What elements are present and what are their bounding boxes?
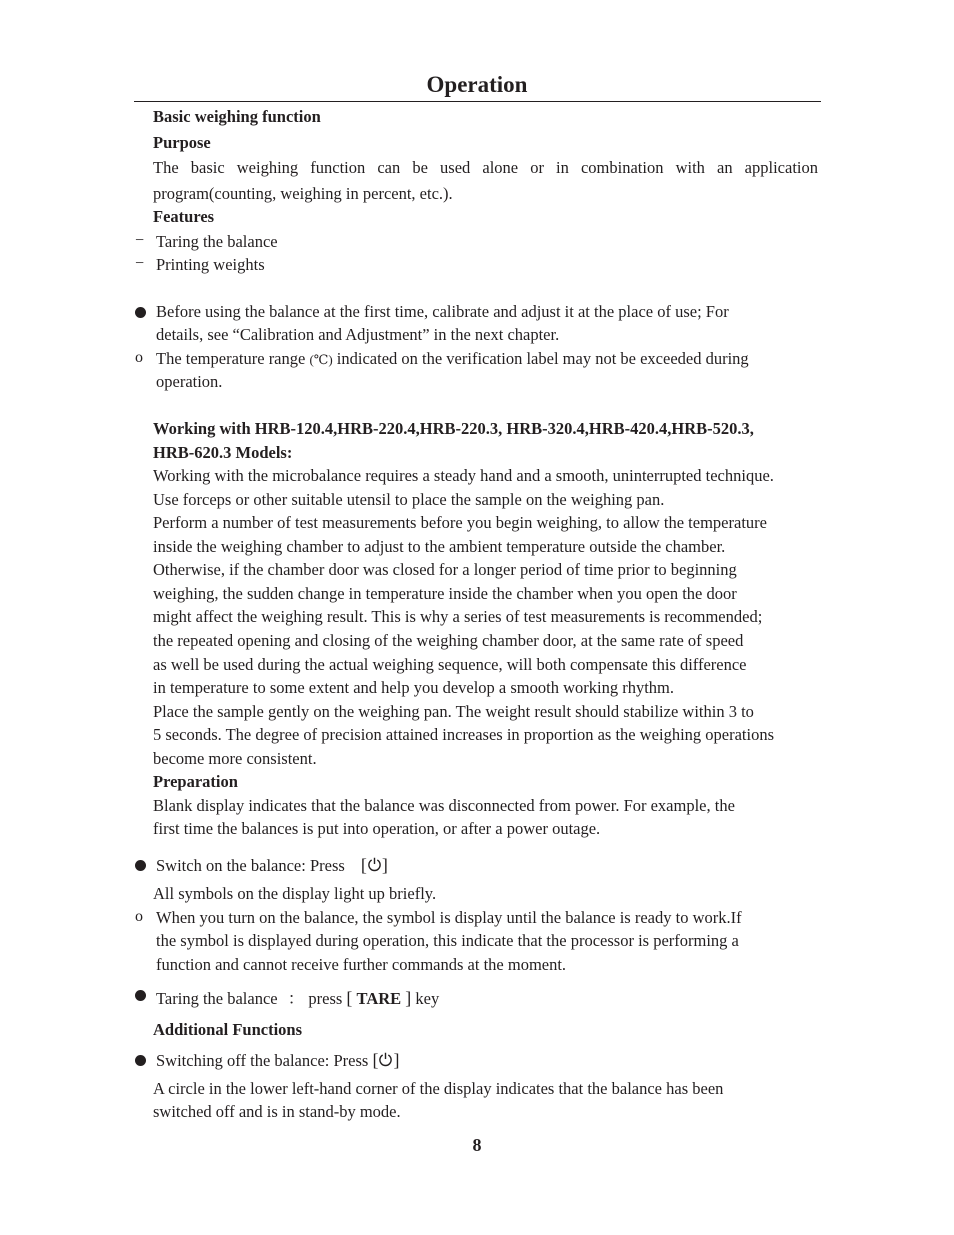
feature-dash: − <box>135 232 145 249</box>
note2-text-a: The temperature range <box>156 349 310 368</box>
working-line: Place the sample gently on the weighing pan. The weight result should stabilize within 3 to <box>153 702 754 721</box>
preparation-heading: Preparation <box>153 772 238 791</box>
working-line: in temperature to some extent and help you develop a smooth working rhythm. <box>153 678 675 697</box>
working-line: Perform a number of test measurements before you begin weighing, to allow the temperature <box>153 513 767 532</box>
bracket-open: [ <box>372 1050 379 1070</box>
taring-press: press <box>308 989 343 1008</box>
title-rule <box>134 101 821 102</box>
note1-line-2: details, see “Calibration and Adjustment” in the next chapter. <box>156 325 560 344</box>
taring-line <box>156 985 439 1009</box>
bullet-dot <box>135 307 146 318</box>
working-line: the repeated opening and closing of the weighing chamber door, at the same rate of speed <box>153 631 744 650</box>
taring-text: Taring the balance <box>156 989 278 1008</box>
symbol-line-2: the symbol is displayed during operation, this indicate that the processor is performing a <box>156 931 739 950</box>
note2-line-1 <box>156 349 749 369</box>
o-marker: o <box>135 349 143 366</box>
bracket-close: ] <box>381 855 388 875</box>
standby-line-1: A circle in the lower left-hand corner of the display indicates that the balance has been <box>153 1079 724 1098</box>
working-line: as well be used during the actual weighing sequence, will both compensate this difference <box>153 655 747 674</box>
bullet-dot <box>135 860 146 871</box>
preparation-line-2: first time the balances is put into operation, or after a power outage. <box>153 819 601 838</box>
basic-heading: Basic weighing function <box>153 107 321 126</box>
page-number: 8 <box>472 1135 482 1155</box>
symbols-line: All symbols on the display light up briefly. <box>153 884 437 903</box>
additional-heading: Additional Functions <box>153 1020 302 1039</box>
page-title: Operation <box>426 72 528 97</box>
bracket-close: ] <box>393 1050 400 1070</box>
feature-dash: − <box>135 255 145 272</box>
working-line: inside the weighing chamber to adjust to the ambient temperature outside the chamber. <box>153 537 726 556</box>
working-heading-1: Working with HRB-120.4,HRB-220.4,HRB-220.3, HRB-320.4,HRB-420.4,HRB-520.3, <box>153 419 754 438</box>
switch-on-line <box>156 855 388 876</box>
power-icon <box>367 857 382 872</box>
celsius-symbol: (℃) <box>309 352 333 367</box>
purpose-heading: Purpose <box>153 133 211 152</box>
working-line: Use forceps or other suitable utensil to place the sample on the weighing pan. <box>153 490 665 509</box>
symbol-line-3: function and cannot receive further commands at the moment. <box>156 955 567 974</box>
feature-item: Taring the balance <box>156 232 278 251</box>
symbol-line-1: When you turn on the balance, the symbol is display until the balance is ready to work.If <box>156 908 742 927</box>
power-icon <box>378 1052 393 1067</box>
note2-text-b: indicated on the verification label may not be exceeded during <box>332 349 749 368</box>
bracket-open: [ <box>346 988 353 1008</box>
features-heading: Features <box>153 207 215 226</box>
bracket-open: [ <box>360 855 367 875</box>
taring-key-word: key <box>415 989 440 1008</box>
taring-colon: ： <box>287 989 305 1008</box>
tare-key: TARE <box>356 989 402 1008</box>
bullet-dot <box>135 1055 146 1066</box>
note1-line-1: Before using the balance at the first time, calibrate and adjust it at the place of use; For <box>156 302 729 321</box>
switch-off-line <box>156 1050 399 1071</box>
feature-item: Printing weights <box>156 255 265 274</box>
standby-line-2: switched off and is in stand-by mode. <box>153 1102 401 1121</box>
working-line: weighing, the sudden change in temperature inside the chamber when you open the door <box>153 584 737 603</box>
working-line: become more consistent. <box>153 749 317 768</box>
working-line: 5 seconds. The degree of precision attained increases in proportion as the weighing operations <box>153 725 775 744</box>
note2-line-2: operation. <box>156 372 223 391</box>
working-line: Working with the microbalance requires a steady hand and a smooth, uninterrupted technique. <box>153 466 774 485</box>
working-line: might affect the weighing result. This is why a series of test measurements is recommended; <box>153 607 763 626</box>
switch-on-text: Switch on the balance: Press <box>156 856 345 875</box>
purpose-line-1: The basic weighing function can be used alone or in combination with an application <box>153 158 818 177</box>
working-line: Otherwise, if the chamber door was closed for a longer period of time prior to beginning <box>153 560 737 579</box>
purpose-line-2: program(counting, weighing in percent, etc.). <box>153 184 453 203</box>
bullet-dot <box>135 990 146 1001</box>
bracket-close: ] <box>405 988 412 1008</box>
working-heading-2: HRB-620.3 Models: <box>153 443 293 462</box>
o-marker: o <box>135 908 143 925</box>
switch-off-text: Switching off the balance: Press <box>156 1051 369 1070</box>
preparation-line-1: Blank display indicates that the balance was disconnected from power. For example, the <box>153 796 735 815</box>
